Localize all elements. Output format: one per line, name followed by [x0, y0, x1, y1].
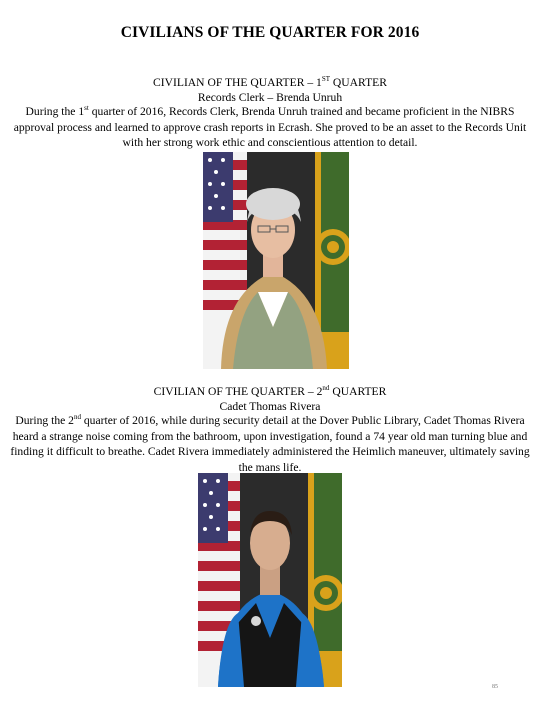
section-1-body-ordinal: st: [84, 104, 89, 113]
section-1-heading-text: CIVILIAN OF THE QUARTER – 1: [153, 76, 322, 89]
section-2-photo: [198, 473, 342, 687]
section-2-heading-suffix: QUARTER: [329, 385, 387, 398]
section-1-body-start: During the 1: [25, 105, 85, 118]
section-2-body-ordinal: nd: [73, 413, 81, 422]
section-2-heading-ordinal: nd: [322, 384, 330, 393]
section-2-heading: [0, 384, 540, 399]
thomas-rivera-portrait-image: [198, 473, 342, 687]
section-2-body-start: During the 2: [15, 414, 74, 427]
section-2-body-rest: quarter of 2016, while during security detail at the Dover Public Library, Cadet Thomas Rivera heard a strange noise coming from the bathroom, upon investigation, found a 74 year old man turning blue and finding it difficult to breathe. Cadet Rivera immediately administered the Heimlich maneuver, ultimately saving the mans life.: [10, 414, 530, 474]
section-1-heading-ordinal: ST: [321, 75, 331, 84]
section-2-subheading: Cadet Thomas Rivera: [219, 400, 321, 413]
section-1-subheading: Records Clerk – Brenda Unruh: [197, 91, 343, 104]
section-1-photo: [203, 152, 349, 369]
section-1-heading-suffix: QUARTER: [330, 76, 387, 89]
section-1-body-rest: quarter of 2016, Records Clerk, Brenda Unruh trained and became proficient in the NIBRS approval process and learned to approve crash reports in Ecrash. She proved to be an asset to the Records Unit with her strong work ethic and conscientious attention to detail.: [13, 105, 527, 149]
page-number: 85: [492, 684, 498, 690]
section-2-body: [10, 413, 530, 475]
section-1-body: [10, 104, 530, 151]
brenda-unruh-portrait-image: [203, 152, 349, 369]
section-2-heading-text: CIVILIAN OF THE QUARTER – 2: [153, 385, 323, 398]
section-1-heading: [0, 75, 540, 90]
page-title: CIVILIANS OF THE QUARTER FOR 2016: [120, 24, 420, 41]
